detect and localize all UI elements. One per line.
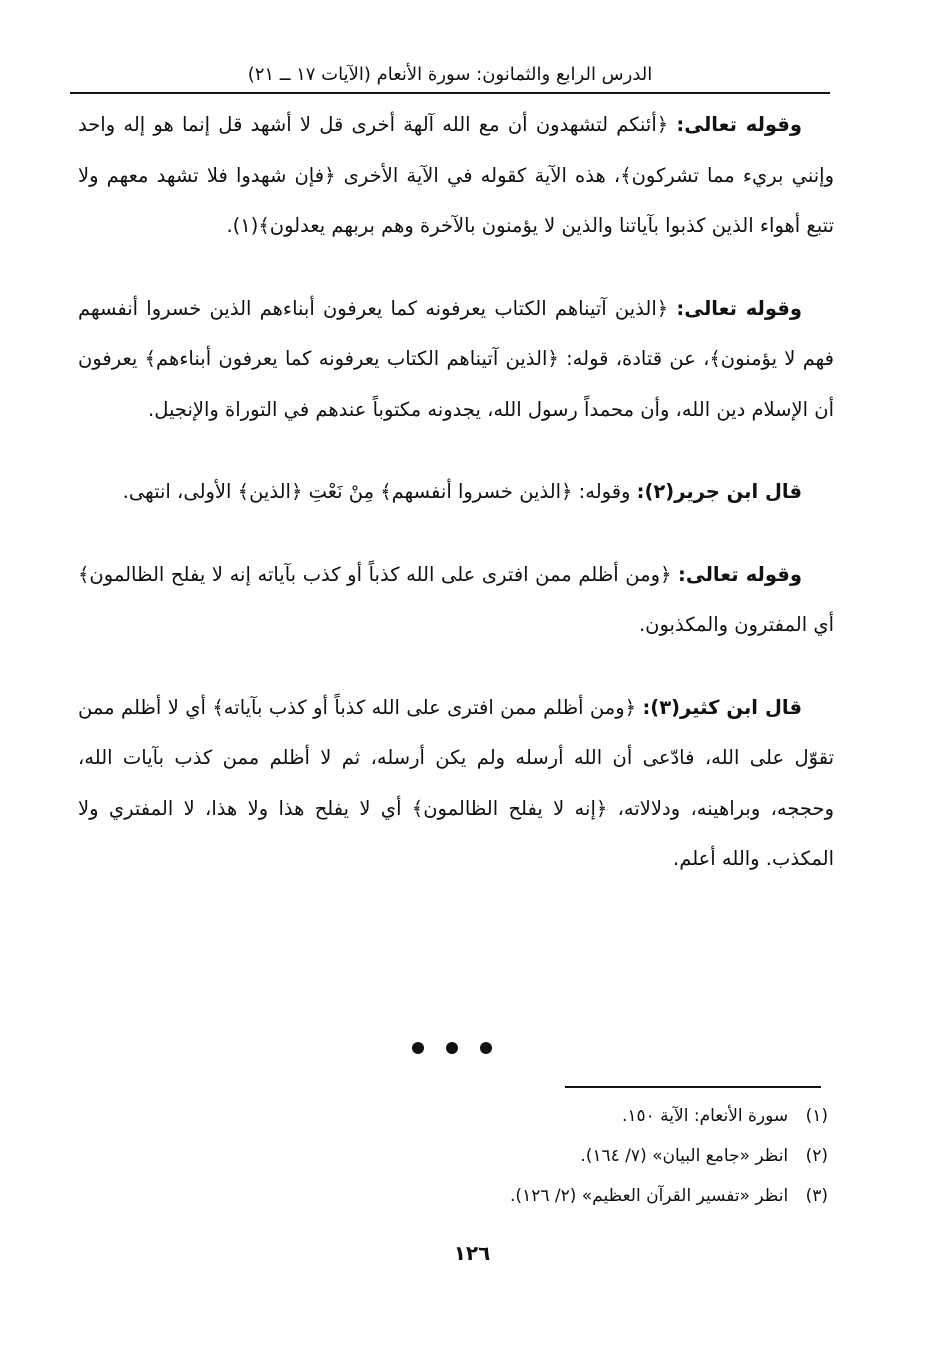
paragraph-3 [78,467,834,518]
footnote-1-number: (١) [805,1106,828,1126]
paragraph-1 [78,100,834,252]
paragraph-4-text: ﴿ومن أظلم ممن افترى على الله كذباً أو كذب بآياته إنه لا يفلح الظالمون﴾ أي المفترون والمكذبون. [78,562,834,636]
footnote-3-text: انظر «تفسير القرآن العظيم» (٢/ ١٢٦). [510,1186,789,1206]
footnote-1-text: سورة الأنعام: الآية ١٥٠. [621,1106,789,1126]
footnote-2-number: (٢) [805,1146,828,1166]
paragraph-5-text: ﴿ومن أظلم ممن افترى على الله كذباً أو كذب بآياته﴾ أي لا أظلم ممن تقوّل على الله، فادّعى أن الله أرسله ولم يكن أرسله، ثم لا أظلم ممن كذب بآيات الله، وحججه، وبراهينه، ودلالاته، ﴿إنه لا يفلح الظالمون﴾ أي لا يفلح هذا ولا هذا، لا المفتري ولا المكذب. والله أعلم. [78,695,834,870]
paragraph-2-text: ﴿الذين آتيناهم الكتاب يعرفونه كما يعرفون أبناءهم الذين خسروا أنفسهم فهم لا يؤمنون﴾، عن قتادة، قوله: ﴿الذين آتيناهم الكتاب يعرفونه كما يعرفون أبناءهم﴾ يعرفون أن الإسلام دين الله، وأن محمداً رسول الله، يجدونه مكتوباً عندهم في التوراة والإنجيل. [78,296,834,421]
section-separator [412,1040,492,1056]
paragraph-3-text: وقوله: ﴿الذين خسروا أنفسهم﴾ مِنْ نَعْتِ ﴿الذين﴾ الأولى، انتهى. [122,480,631,503]
footnote-1 [300,1096,828,1136]
running-header [70,58,830,94]
separator-dot [480,1042,492,1054]
page-number: ١٢٦ [453,1241,491,1265]
footnote-3 [300,1176,828,1216]
footnote-3-number: (٣) [805,1186,828,1206]
separator-dot [412,1042,424,1054]
paragraph-5-lead: قال ابن كثير(٣): [642,695,802,719]
separator-dot [446,1042,458,1054]
paragraph-2-lead: وقوله تعالى: [676,296,802,320]
paragraph-4-lead: وقوله تعالى: [678,562,802,586]
main-text [78,100,834,917]
footnotes [300,1096,828,1216]
paragraph-5 [78,683,834,885]
paragraph-1-lead: وقوله تعالى: [676,113,803,136]
footnote-2-text: انظر «جامع البيان» (٧/ ١٦٤). [580,1146,789,1166]
footnote-divider [565,1086,821,1088]
footnote-2 [300,1136,828,1176]
paragraph-2 [78,284,834,436]
running-header-title: الدرس الرابع والثمانون: سورة الأنعام (الآيات ١٧ ــ ٢١) [247,64,653,85]
paragraph-3-lead: قال ابن جرير(٢): [636,480,802,503]
paragraph-4 [78,550,834,651]
paragraph-1-text: ﴿أئنكم لتشهدون أن مع الله آلهة أخرى قل لا أشهد قل إنما هو إله واحد وإنني بريء مما تشركون﴾، هذه الآية كقوله في الآية الأخرى ﴿فإن شهدوا فلا تشهد معهم ولا تتبع أهواء الذين كذبوا بآياتنا والذين لا يؤمنون بالآخرة وهم بربهم يعدلون﴾(١). [78,113,834,237]
